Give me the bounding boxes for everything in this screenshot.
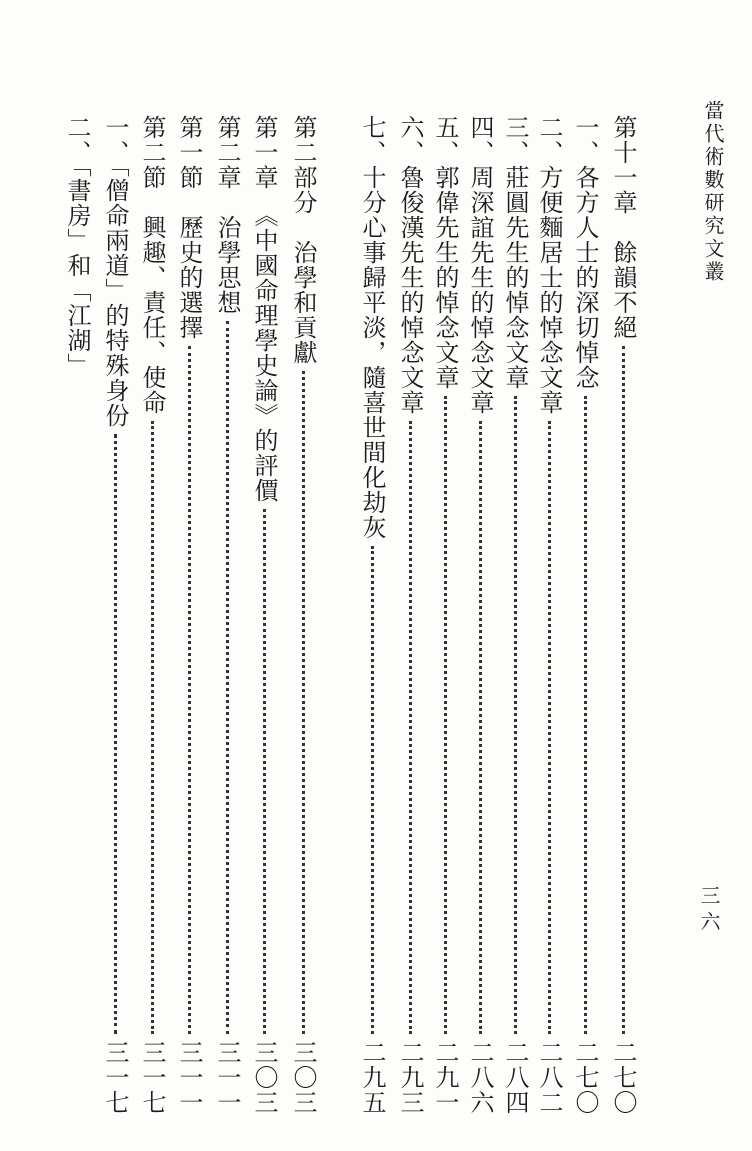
leader-dots — [584, 396, 587, 1034]
toc-page: 三〇三 — [250, 1040, 278, 1115]
toc-title: 第二部分 治學和貢獻 — [289, 115, 317, 365]
toc-entry — [288, 115, 318, 1115]
toc-entry — [500, 115, 530, 1115]
toc-entry — [395, 115, 425, 1115]
toc-title: 第二節 興趣、責任、使命 — [138, 115, 166, 415]
toc-page: 二七〇 — [609, 1040, 637, 1115]
toc-title: 第一節 歷史的選擇 — [175, 115, 203, 340]
toc-title: 二、方便麵居士的悼念文章 — [535, 115, 563, 415]
toc-page: 三〇三 — [289, 1040, 317, 1115]
leader-dots — [409, 421, 412, 1034]
toc-entry — [249, 115, 279, 1115]
toc-page: 三一七 — [138, 1040, 166, 1115]
toc-title: 四、周深誼先生的悼念文章 — [466, 115, 494, 415]
toc-title: 第一章 《中國命理學史論》的評價 — [250, 115, 278, 503]
toc-entry — [534, 115, 564, 1115]
leader-dots — [444, 396, 447, 1034]
leader-dots — [188, 346, 191, 1034]
page-number: 三六 — [697, 885, 721, 937]
toc-title: 第二章 治學思想 — [213, 115, 241, 315]
toc-entry — [357, 115, 387, 1115]
leader-dots — [371, 546, 374, 1034]
leader-dots — [263, 509, 266, 1034]
toc-title: 五、郭偉先生的悼念文章 — [431, 115, 459, 390]
leader-dots — [548, 421, 551, 1034]
toc-entry — [174, 115, 204, 1115]
leader-dots — [226, 321, 229, 1034]
leader-dots — [151, 421, 154, 1034]
toc-entry — [62, 115, 92, 1115]
toc-entry — [212, 115, 242, 1115]
leader-dots — [514, 396, 517, 1034]
toc-page: 二八四 — [501, 1040, 529, 1115]
toc-title: 六、魯俊漢先生的悼念文章 — [396, 115, 424, 415]
toc-title: 七、十分心事歸平淡，隨喜世間化劫灰 — [358, 115, 386, 540]
toc-page: 二九三 — [396, 1040, 424, 1115]
toc-page: 三一一 — [175, 1040, 203, 1115]
toc-title: 第十一章 餘韻不絕 — [609, 115, 637, 340]
toc-entry — [430, 115, 460, 1115]
leader-dots — [114, 434, 117, 1034]
leader-dots — [302, 371, 305, 1034]
toc-page: 二九一 — [431, 1040, 459, 1115]
leader-dots — [479, 421, 482, 1034]
toc-entry — [570, 115, 600, 1115]
toc-entry — [100, 115, 130, 1115]
toc-page: 二九五 — [358, 1040, 386, 1115]
toc-title: 一、「僧命兩道」的特殊身份 — [101, 115, 129, 428]
toc-title: 三、莊圓先生的悼念文章 — [501, 115, 529, 390]
toc-entry — [608, 115, 638, 1115]
toc-title: 二、「書房」和「江湖」 — [63, 115, 91, 378]
running-header: 當代術數研究文叢 — [701, 100, 725, 284]
toc-entry — [137, 115, 167, 1115]
toc-page: 二八六 — [466, 1040, 494, 1115]
toc-page: 三一一 — [213, 1040, 241, 1115]
toc-page: 二七〇 — [571, 1040, 599, 1115]
toc-title: 一、各方人士的深切悼念 — [571, 115, 599, 390]
toc-page: 二八二 — [535, 1040, 563, 1115]
toc-page: 三一七 — [101, 1040, 129, 1115]
toc-entry — [465, 115, 495, 1115]
leader-dots — [622, 346, 625, 1034]
